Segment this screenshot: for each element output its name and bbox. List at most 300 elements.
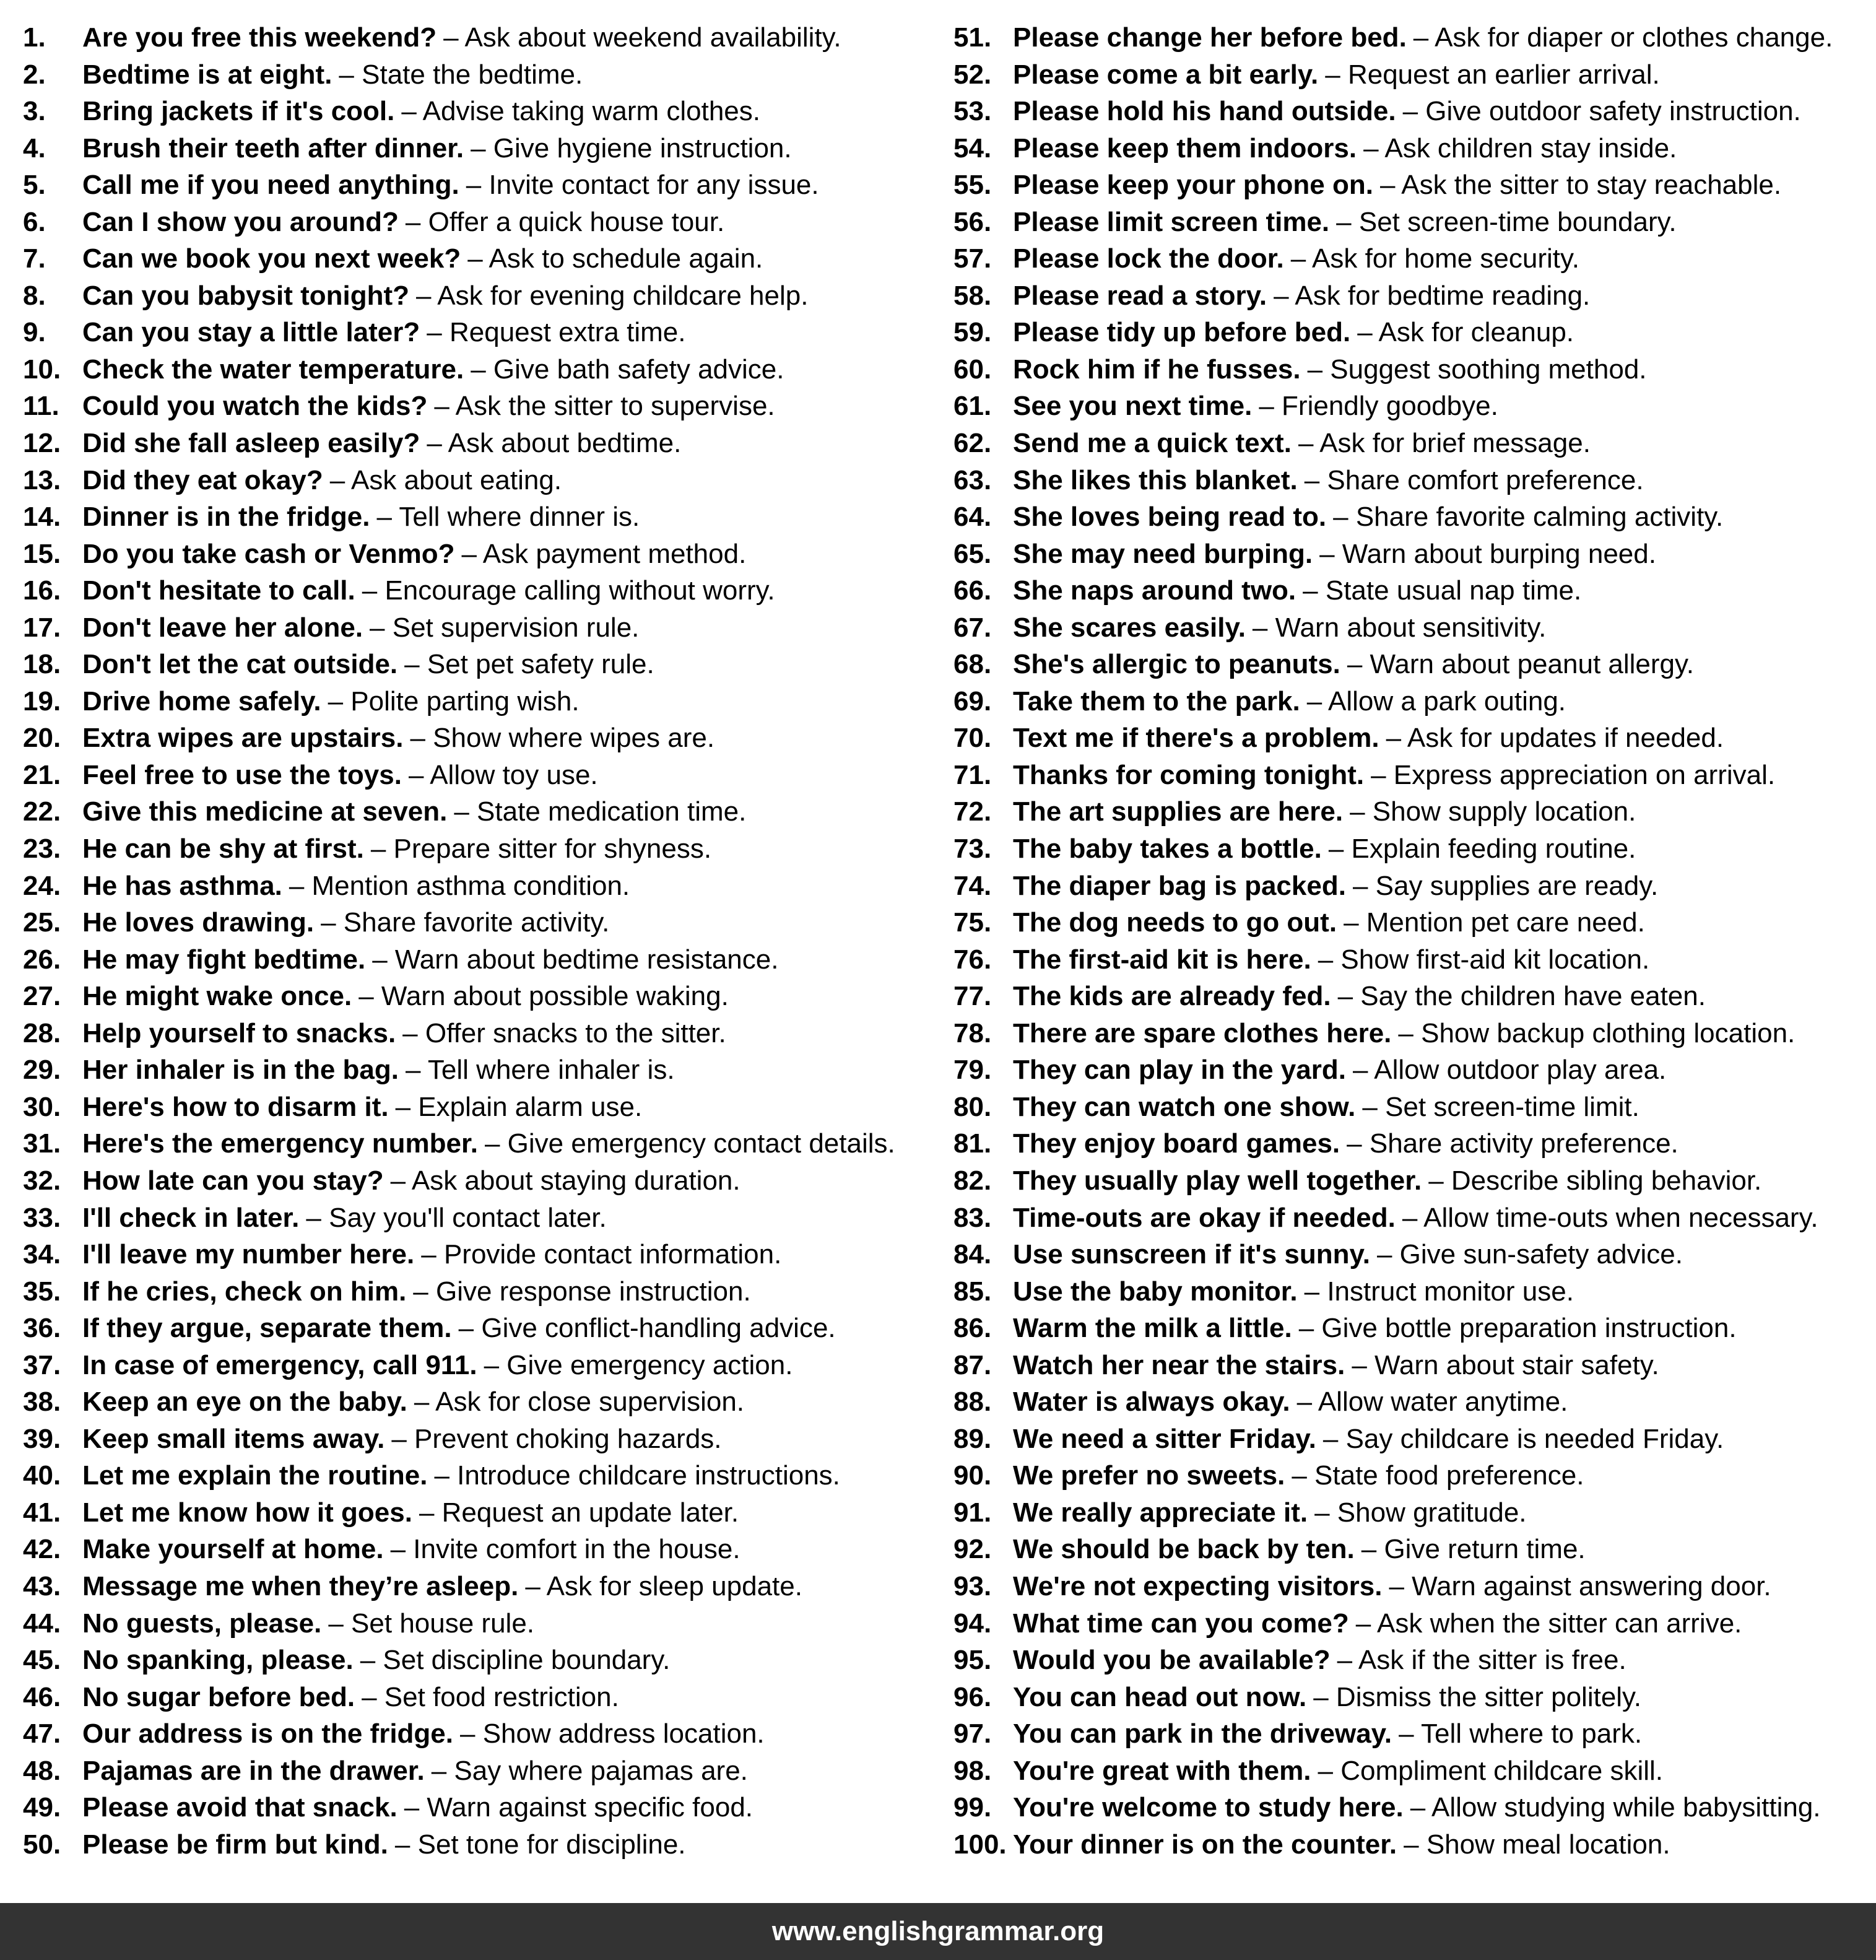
list-item [953,904,1876,941]
item-phrase: Use sunscreen if it's sunny. [1013,1239,1370,1270]
item-phrase: If he cries, check on him. [82,1276,407,1307]
item-number: 61. [953,391,992,422]
item-phrase: Can we book you next week? [82,243,461,274]
item-note: – Prepare sitter for shyness. [370,834,712,865]
item-note: – Ask about eating. [329,464,562,495]
item-number: 29. [23,1055,61,1086]
list-item [953,1568,1876,1605]
footer-bar [0,1903,1876,1960]
item-phrase: Make yourself at home. [82,1534,384,1565]
item-number: 16. [23,575,61,606]
item-note: – Ask for close supervision. [414,1387,745,1418]
item-number: 24. [23,870,61,901]
item-note: – Show backup clothing location. [1398,1017,1796,1048]
item-number: 90. [953,1460,992,1491]
item-phrase: Please be firm but kind. [82,1829,388,1860]
item-note: – Warn about burping need. [1319,538,1656,569]
item-number: 39. [23,1423,61,1454]
item-number: 33. [23,1202,61,1233]
item-phrase: There are spare clothes here. [1013,1017,1392,1048]
item-note: – Dismiss the sitter politely. [1313,1681,1642,1712]
item-phrase: How late can you stay? [82,1165,384,1196]
list-item [953,1826,1876,1863]
item-phrase: Her inhaler is in the bag. [82,1055,399,1086]
list-item [953,93,1876,130]
item-phrase: The kids are already fed. [1013,981,1331,1012]
item-phrase: If they argue, separate them. [82,1313,452,1344]
list-item [953,388,1876,425]
item-number: 82. [953,1165,992,1196]
item-number: 77. [953,981,992,1012]
item-phrase: She likes this blanket. [1013,464,1298,495]
list-item [953,1605,1876,1642]
item-note: – Say where pajamas are. [431,1755,748,1786]
item-phrase: What time can you come? [1013,1608,1349,1639]
list-item [953,572,1876,609]
item-number: 68. [953,649,992,680]
item-number: 63. [953,464,992,495]
item-phrase: Feel free to use the toys. [82,759,402,790]
item-number: 11. [23,391,59,422]
item-number: 28. [23,1017,61,1048]
item-phrase: Please avoid that snack. [82,1792,397,1823]
item-number: 47. [23,1718,61,1749]
list-item [23,572,938,609]
item-phrase: You can head out now. [1013,1681,1307,1712]
item-note: – Ask payment method. [461,538,747,569]
list-column-left [0,19,938,1863]
item-number: 21. [23,759,61,790]
list-item [953,1273,1876,1310]
list-item [23,1826,938,1863]
item-note: – State the bedtime. [339,59,583,90]
list-item [953,1789,1876,1826]
item-number: 97. [953,1718,992,1749]
item-phrase: Can I show you around? [82,206,399,237]
item-number: 74. [953,870,992,901]
item-phrase: Our address is on the fridge. [82,1718,454,1749]
list-item [23,646,938,683]
item-phrase: Here's how to disarm it. [82,1091,389,1122]
item-phrase: They can play in the yard. [1013,1055,1346,1086]
item-phrase: He can be shy at first. [82,834,364,865]
list-item [953,536,1876,573]
list-item [23,1715,938,1753]
item-number: 57. [953,243,992,274]
item-note: – Introduce childcare instructions. [434,1460,840,1491]
item-phrase: Send me a quick text. [1013,428,1292,459]
item-note: – Set discipline boundary. [360,1645,671,1676]
list-item [23,757,938,794]
item-phrase: No guests, please. [82,1608,322,1639]
item-phrase: Please keep them indoors. [1013,133,1357,163]
item-number: 22. [23,796,61,827]
item-phrase: She loves being read to. [1013,502,1327,533]
item-phrase: Do you take cash or Venmo? [82,538,455,569]
item-number: 83. [953,1202,992,1233]
item-number: 81. [953,1128,992,1159]
item-phrase: Let me know how it goes. [82,1497,412,1528]
footer-url: www.englishgrammar.org [771,1916,1105,1946]
item-note: – Mention pet care need. [1344,907,1645,938]
item-number: 18. [23,649,61,680]
item-number: 70. [953,723,992,754]
item-number: 15. [23,538,61,569]
item-number: 92. [953,1534,992,1565]
list-item [23,536,938,573]
item-number: 99. [953,1792,992,1823]
item-number: 52. [953,59,992,90]
list-item [953,1125,1876,1162]
list-item [23,904,938,941]
list-item [23,978,938,1015]
list-item [23,1383,938,1421]
item-note: – Ask for evening childcare help. [415,280,809,311]
item-note: – Ask for brief message. [1298,428,1591,459]
item-number: 25. [23,907,61,938]
item-note: – Share activity preference. [1347,1128,1678,1159]
list-item [953,1715,1876,1753]
item-note: – Explain alarm use. [395,1091,643,1122]
list-item [953,1642,1876,1679]
item-phrase: Brush their teeth after dinner. [82,133,464,163]
list-item [953,204,1876,241]
item-phrase: Pajamas are in the drawer. [82,1755,425,1786]
item-number: 96. [953,1681,992,1712]
list-item [23,1310,938,1347]
item-phrase: Let me explain the routine. [82,1460,428,1491]
item-number: 35. [23,1276,61,1307]
item-phrase: Please lock the door. [1013,243,1284,274]
item-phrase: You can park in the driveway. [1013,1718,1392,1749]
item-number: 9. [23,317,46,348]
list-item [23,56,938,94]
list-item [953,351,1876,388]
item-note: – Give response instruction. [413,1276,751,1307]
item-phrase: The dog needs to go out. [1013,907,1337,938]
item-phrase: Keep small items away. [82,1423,385,1454]
item-phrase: I'll leave my number here. [82,1239,415,1270]
item-note: – Give conflict-handling advice. [458,1313,836,1344]
list-item [23,130,938,167]
list-item [23,1789,938,1826]
item-note: – Mention asthma condition. [289,870,630,901]
item-number: 27. [23,981,61,1012]
list-item [23,868,938,905]
item-number: 65. [953,538,992,569]
item-note: – Offer snacks to the sitter. [402,1017,726,1048]
item-note: – Allow a park outing. [1306,686,1566,716]
item-note: – Ask children stay inside. [1363,133,1677,163]
item-number: 89. [953,1423,992,1454]
list-item [23,941,938,978]
item-phrase: Don't leave her alone. [82,612,363,643]
list-item [23,277,938,315]
list-item [953,720,1876,757]
item-phrase: They enjoy board games. [1013,1128,1340,1159]
item-phrase: Use the baby monitor. [1013,1276,1298,1307]
item-number: 53. [953,96,992,127]
item-note: – Warn against specific food. [404,1792,753,1823]
list-item [953,830,1876,868]
item-number: 69. [953,686,992,716]
item-note: – Give bath safety advice. [471,354,784,385]
item-number: 41. [23,1497,61,1528]
item-phrase: He may fight bedtime. [82,944,366,975]
item-number: 26. [23,944,61,975]
item-note: – Set supervision rule. [370,612,640,643]
item-note: – Allow water anytime. [1296,1387,1568,1418]
item-number: 19. [23,686,61,716]
list-item [953,683,1876,720]
list-item [23,1015,938,1052]
item-note: – Share favorite activity. [321,907,610,938]
item-phrase: No sugar before bed. [82,1681,355,1712]
item-number: 56. [953,206,992,237]
item-note: – Request an earlier arrival. [1325,59,1660,90]
item-note: – Give outdoor safety instruction. [1402,96,1801,127]
list-item [953,314,1876,351]
item-number: 67. [953,612,992,643]
item-number: 7. [23,243,46,274]
list-item [953,1200,1876,1237]
list-item [953,1236,1876,1273]
item-phrase: Your dinner is on the counter. [1013,1829,1397,1860]
list-item [953,462,1876,499]
item-note: – Warn about stair safety. [1352,1349,1659,1380]
list-item [23,1642,938,1679]
item-number: 60. [953,354,992,385]
item-note: – Give emergency action. [484,1349,793,1380]
item-note: – Ask about weekend availability. [443,22,841,53]
item-phrase: See you next time. [1013,391,1253,422]
item-phrase: Dinner is in the fridge. [82,502,370,533]
item-phrase: You're welcome to study here. [1013,1792,1404,1823]
item-note: – State food preference. [1292,1460,1584,1491]
item-number: 30. [23,1091,61,1122]
list-item [953,1457,1876,1494]
list-item [23,1531,938,1568]
item-phrase: Could you watch the kids? [82,391,428,422]
item-note: – State usual nap time. [1303,575,1582,606]
list-item [23,314,938,351]
list-item [953,1421,1876,1458]
item-note: – Say childcare is needed Friday. [1322,1423,1724,1454]
list-item [953,1383,1876,1421]
list-item [23,683,938,720]
list-item [953,757,1876,794]
item-note: – Warn about bedtime resistance. [372,944,779,975]
list-item [23,425,938,462]
list-item [953,978,1876,1015]
item-note: – Tell where inhaler is. [406,1055,675,1086]
item-note: – Set food restriction. [362,1681,619,1712]
item-phrase: He might wake once. [82,981,352,1012]
item-phrase: Please limit screen time. [1013,206,1330,237]
item-note: – Ask the sitter to supervise. [434,391,775,422]
item-phrase: Please hold his hand outside. [1013,96,1396,127]
item-number: 17. [23,612,61,643]
item-number: 6. [23,206,46,237]
item-note: – Encourage calling without worry. [362,575,775,606]
list-item [23,1052,938,1089]
list-item [953,646,1876,683]
list-item [953,1753,1876,1790]
list-item [953,1052,1876,1089]
item-note: – Tell where to park. [1399,1718,1643,1749]
item-note: – Invite contact for any issue. [466,170,819,201]
item-note: – Ask if the sitter is free. [1337,1645,1626,1676]
list-item [23,793,938,830]
item-number: 58. [953,280,992,311]
item-number: 48. [23,1755,61,1786]
item-number: 91. [953,1497,992,1528]
item-note: – Give emergency contact details. [484,1128,895,1159]
item-number: 23. [23,834,61,865]
item-number: 51. [953,22,992,53]
item-note: – Compliment childcare skill. [1318,1755,1664,1786]
item-note: – Allow toy use. [408,759,598,790]
list-item [23,1200,938,1237]
item-phrase: The first-aid kit is here. [1013,944,1311,975]
list-item [23,240,938,277]
item-number: 45. [23,1645,61,1676]
item-number: 62. [953,428,992,459]
list-item [953,1162,1876,1200]
list-column-right [938,19,1876,1863]
item-phrase: They can watch one show. [1013,1091,1356,1122]
item-number: 31. [23,1128,61,1159]
item-phrase: We prefer no sweets. [1013,1460,1285,1491]
list-item [23,388,938,425]
item-phrase: Don't hesitate to call. [82,575,355,606]
item-number: 44. [23,1608,61,1639]
item-phrase: We're not expecting visitors. [1013,1570,1383,1601]
item-phrase: We really appreciate it. [1013,1497,1308,1528]
list-item [23,1605,938,1642]
item-number: 80. [953,1091,992,1122]
item-number: 87. [953,1349,992,1380]
item-note: – Instruct monitor use. [1304,1276,1574,1307]
item-note: – Tell where dinner is. [376,502,640,533]
item-phrase: No spanking, please. [82,1645,354,1676]
item-phrase: Thanks for coming tonight. [1013,759,1365,790]
item-note: – Request an update later. [419,1497,739,1528]
item-number: 37. [23,1349,61,1380]
item-number: 3. [23,96,46,127]
list-item [953,793,1876,830]
item-phrase: Don't let the cat outside. [82,649,398,680]
item-note: – Ask the sitter to stay reachable. [1379,170,1782,201]
item-note: – Friendly goodbye. [1259,391,1498,422]
item-phrase: Did she fall asleep easily? [82,428,420,459]
list-item [23,1236,938,1273]
item-phrase: Give this medicine at seven. [82,796,448,827]
item-note: – Prevent choking hazards. [391,1423,722,1454]
item-note: – Invite comfort in the house. [390,1534,740,1565]
list-item [23,1494,938,1531]
item-note: – Warn about peanut allergy. [1347,649,1694,680]
item-number: 42. [23,1534,61,1565]
item-phrase: Please read a story. [1013,280,1267,311]
list-item [953,1531,1876,1568]
item-note: – Set screen-time limit. [1362,1091,1639,1122]
item-number: 43. [23,1570,61,1601]
item-number: 10. [23,354,61,385]
item-phrase: Keep an eye on the baby. [82,1387,407,1418]
item-phrase: The diaper bag is packed. [1013,870,1346,901]
item-note: – Polite parting wish. [328,686,580,716]
item-note: – Share comfort preference. [1304,464,1644,495]
item-number: 14. [23,502,61,533]
list-item [23,1125,938,1162]
item-note: – Allow time-outs when necessary. [1402,1202,1818,1233]
list-item [23,830,938,868]
list-item [953,941,1876,978]
item-number: 94. [953,1608,992,1639]
item-number: 13. [23,464,61,495]
list-item [23,1568,938,1605]
item-phrase: Did they eat okay? [82,464,323,495]
item-note: – Ask for bedtime reading. [1274,280,1591,311]
item-note: – Share favorite calming activity. [1333,502,1724,533]
item-phrase: Text me if there's a problem. [1013,723,1379,754]
list-item [953,167,1876,204]
item-number: 95. [953,1645,992,1676]
item-note: – Ask about staying duration. [390,1165,740,1196]
item-note: – Warn against answering door. [1389,1570,1771,1601]
list-item [953,56,1876,94]
item-number: 38. [23,1387,61,1418]
item-note: – Describe sibling behavior. [1428,1165,1762,1196]
item-note: – Request extra time. [427,317,686,348]
list-item [953,240,1876,277]
item-phrase: Please tidy up before bed. [1013,317,1351,348]
item-number: 72. [953,796,992,827]
item-note: – Ask for home security. [1290,243,1579,274]
list-item [953,1494,1876,1531]
item-phrase: Please change her before bed. [1013,22,1407,53]
item-note: – Show where wipes are. [410,723,715,754]
item-number: 73. [953,834,992,865]
item-phrase: Can you babysit tonight? [82,280,409,311]
item-note: – Warn about sensitivity. [1252,612,1547,643]
item-number: 20. [23,723,61,754]
item-note: – Provide contact information. [421,1239,782,1270]
item-number: 40. [23,1460,61,1491]
item-number: 1. [23,22,46,53]
item-note: – Give hygiene instruction. [471,133,792,163]
item-number: 79. [953,1055,992,1086]
item-note: – Show meal location. [1404,1829,1670,1860]
item-number: 78. [953,1017,992,1048]
item-note: – Suggest soothing method. [1307,354,1647,385]
item-phrase: The baby takes a bottle. [1013,834,1322,865]
item-phrase: Check the water temperature. [82,354,464,385]
list-item [23,1162,938,1200]
item-phrase: He has asthma. [82,870,282,901]
item-note: – Set tone for discipline. [394,1829,686,1860]
item-phrase: Please keep your phone on. [1013,170,1373,201]
item-note: – Give bottle preparation instruction. [1298,1313,1737,1344]
list-item [23,720,938,757]
item-note: – State medication time. [454,796,747,827]
item-number: 64. [953,502,992,533]
item-number: 100. [953,1829,1007,1860]
list-item [23,1089,938,1126]
item-phrase: Drive home safely. [82,686,321,716]
item-note: – Ask to schedule again. [467,243,763,274]
